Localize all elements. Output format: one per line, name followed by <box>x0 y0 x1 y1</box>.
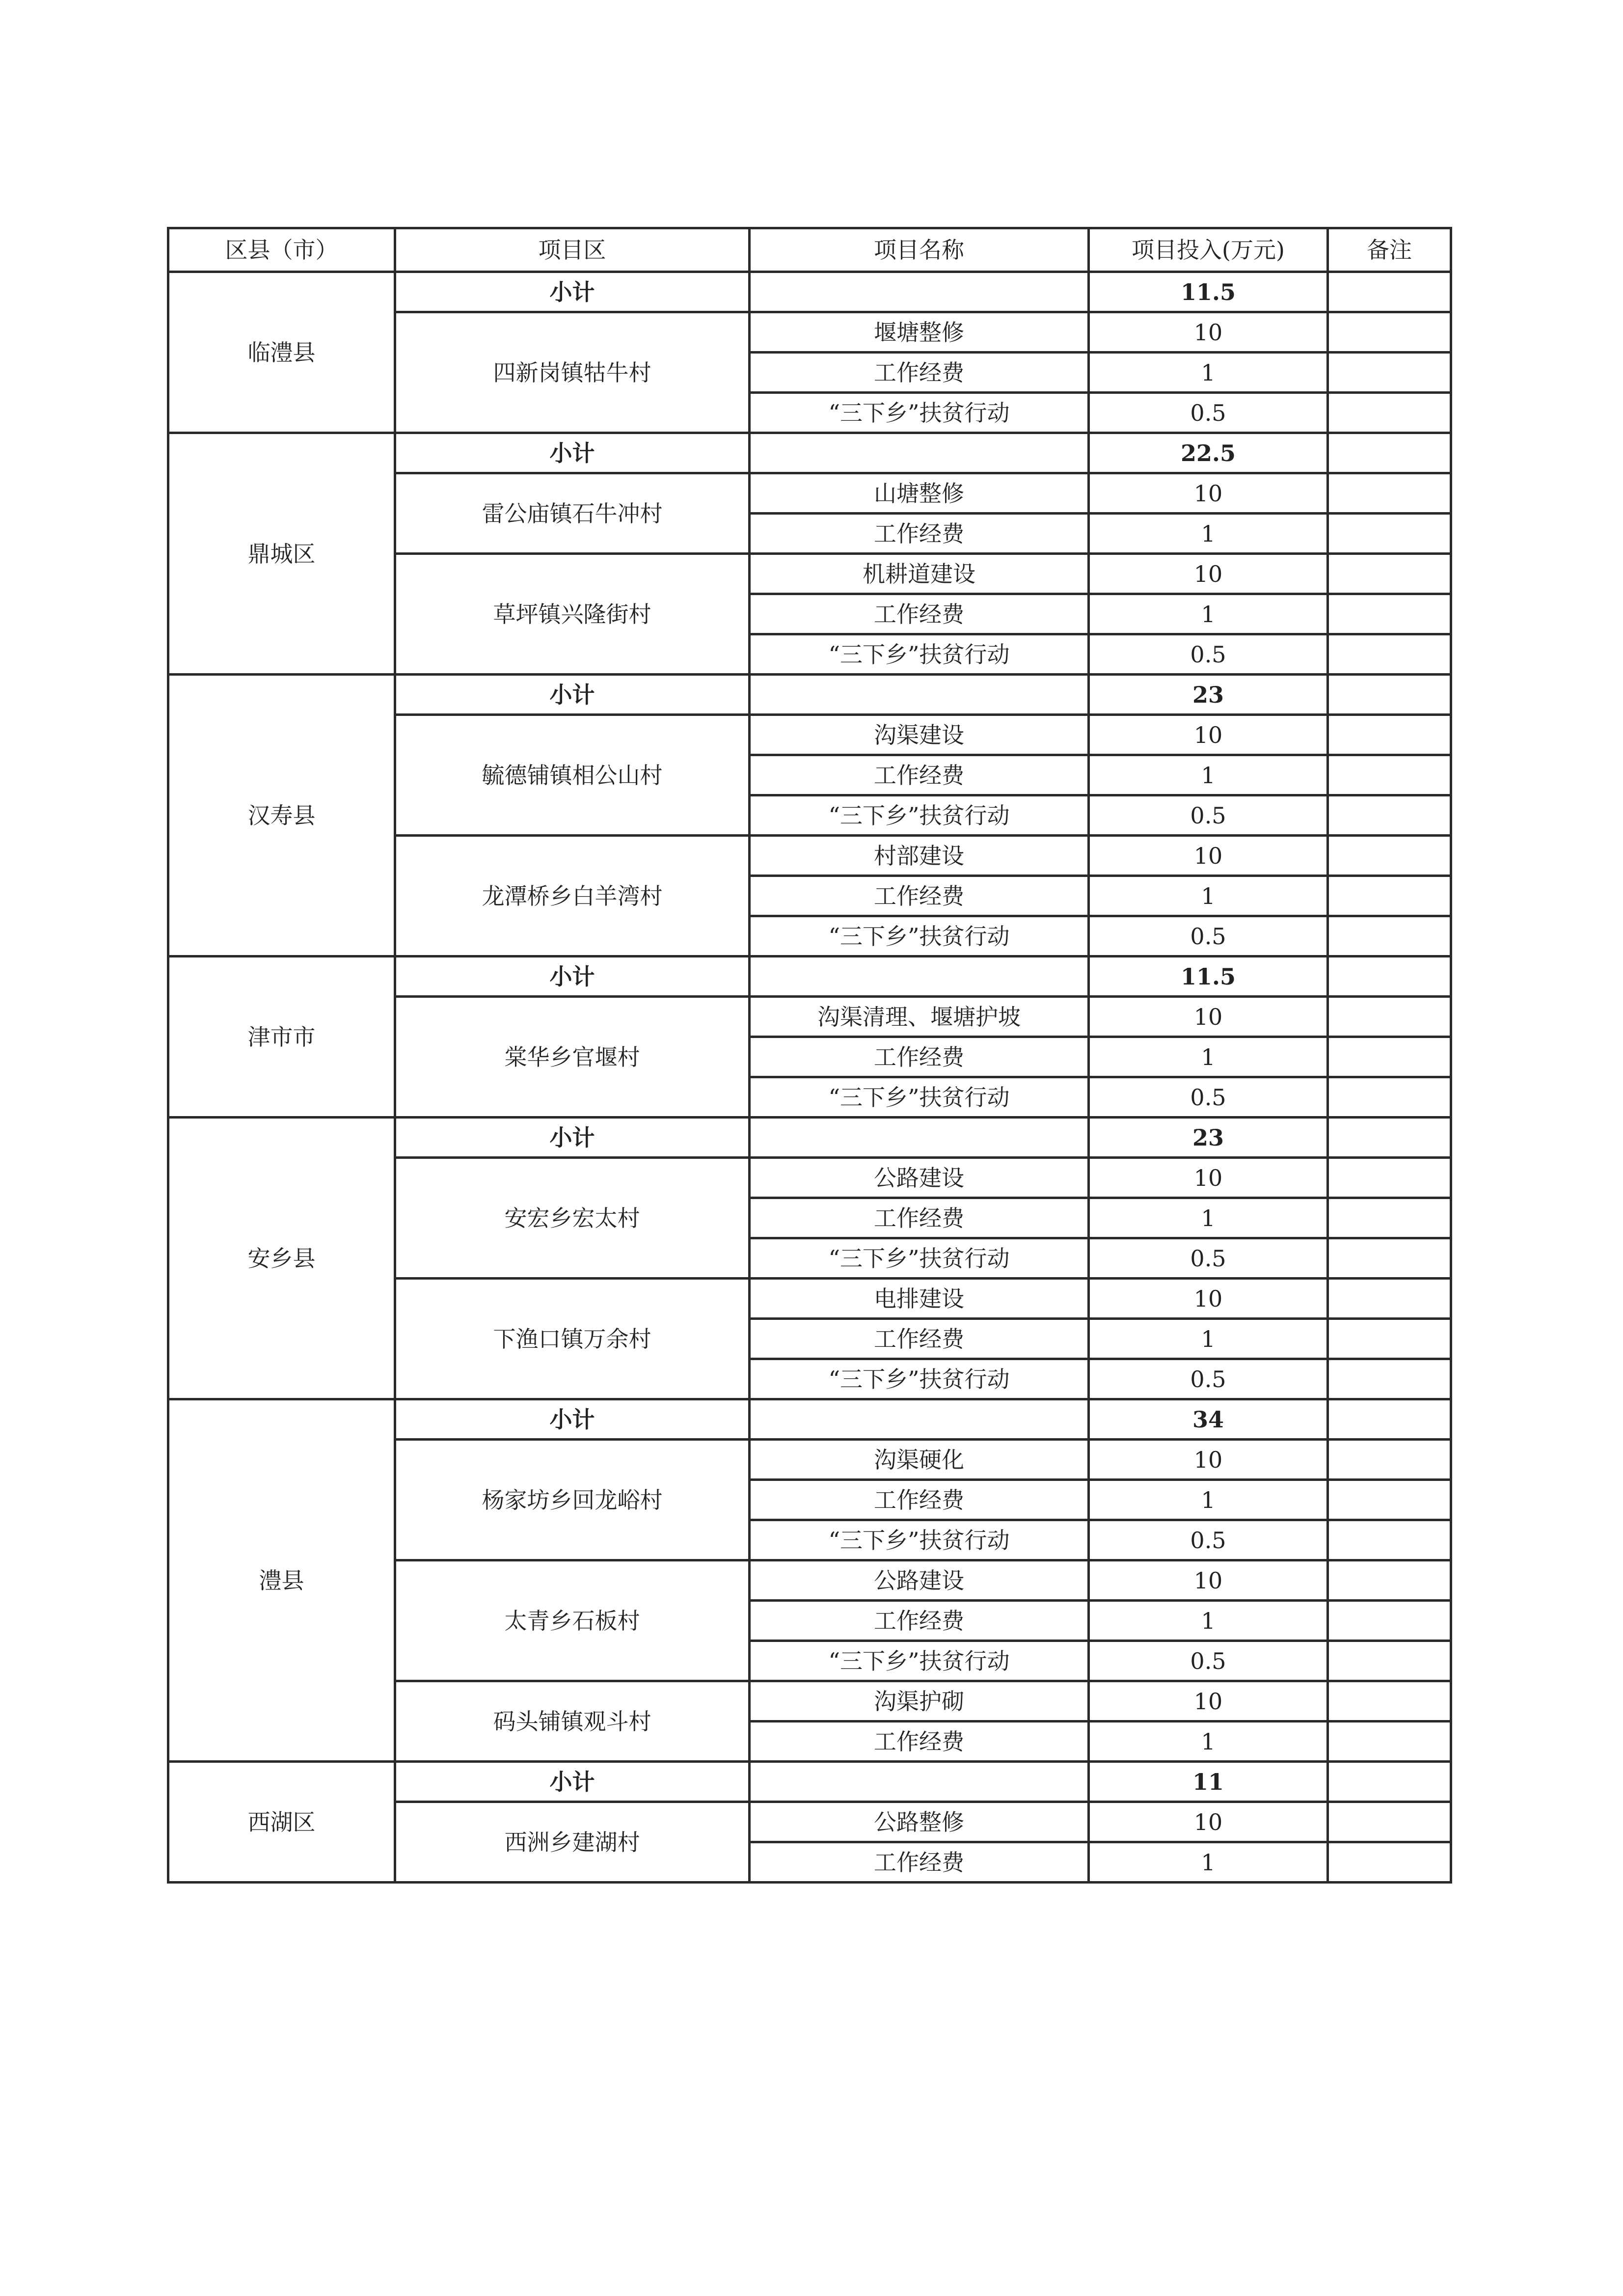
subtotal-name-cell <box>750 1118 1089 1158</box>
project-name-cell: “三下乡”扶贫行动 <box>750 393 1089 433</box>
note-cell <box>1328 1520 1451 1560</box>
funding-table <box>167 227 1452 1884</box>
investment-cell: 0.5 <box>1089 916 1328 957</box>
table-body <box>168 272 1451 1883</box>
project-name-cell: “三下乡”扶贫行动 <box>750 1238 1089 1279</box>
project-name-cell: “三下乡”扶贫行动 <box>750 795 1089 836</box>
note-cell <box>1328 1319 1451 1359</box>
table-header <box>168 228 1451 272</box>
header-notes: 备注 <box>1328 228 1451 272</box>
investment-cell: 1 <box>1089 594 1328 634</box>
project-name-cell: “三下乡”扶贫行动 <box>750 1520 1089 1560</box>
note-cell <box>1328 876 1451 916</box>
investment-cell: 0.5 <box>1089 634 1328 675</box>
note-cell <box>1328 514 1451 554</box>
investment-cell: 0.5 <box>1089 1520 1328 1560</box>
investment-cell: 10 <box>1089 554 1328 594</box>
project-name-cell: 工作经费 <box>750 1319 1089 1359</box>
subtotal-label: 小计 <box>395 1399 750 1440</box>
note-cell <box>1328 1480 1451 1520</box>
investment-cell: 1 <box>1089 1722 1328 1762</box>
investment-cell: 1 <box>1089 1842 1328 1883</box>
subtotal-row <box>168 272 1451 312</box>
subtotal-label: 小计 <box>395 272 750 312</box>
project-name-cell: “三下乡”扶贫行动 <box>750 1359 1089 1399</box>
project-name-cell: 公路建设 <box>750 1560 1089 1601</box>
subtotal-row <box>168 1118 1451 1158</box>
investment-cell: 10 <box>1089 1440 1328 1480</box>
subtotal-value: 23 <box>1089 675 1328 715</box>
note-cell <box>1328 353 1451 393</box>
investment-cell: 1 <box>1089 1319 1328 1359</box>
note-cell <box>1328 1842 1451 1883</box>
investment-cell: 0.5 <box>1089 1359 1328 1399</box>
county-cell: 澧县 <box>168 1399 395 1762</box>
investment-cell: 10 <box>1089 1681 1328 1722</box>
investment-cell: 0.5 <box>1089 393 1328 433</box>
subtotal-label: 小计 <box>395 1118 750 1158</box>
project-name-cell: 公路建设 <box>750 1158 1089 1198</box>
project-area-cell: 太青乡石板村 <box>395 1560 750 1681</box>
note-cell <box>1328 272 1451 312</box>
project-name-cell: 沟渠建设 <box>750 715 1089 755</box>
project-area-cell: 码头铺镇观斗村 <box>395 1681 750 1762</box>
subtotal-row <box>168 433 1451 473</box>
project-name-cell: 工作经费 <box>750 876 1089 916</box>
subtotal-row <box>168 675 1451 715</box>
subtotal-row <box>168 1399 1451 1440</box>
note-cell <box>1328 1802 1451 1842</box>
note-cell <box>1328 675 1451 715</box>
header-investment: 项目投入(万元) <box>1089 228 1328 272</box>
note-cell <box>1328 634 1451 675</box>
project-name-cell: “三下乡”扶贫行动 <box>750 1077 1089 1118</box>
project-name-cell: 公路整修 <box>750 1802 1089 1842</box>
note-cell <box>1328 755 1451 795</box>
note-cell <box>1328 997 1451 1037</box>
investment-cell: 1 <box>1089 1198 1328 1238</box>
note-cell <box>1328 1762 1451 1802</box>
note-cell <box>1328 916 1451 957</box>
subtotal-label: 小计 <box>395 957 750 997</box>
project-name-cell: 工作经费 <box>750 1722 1089 1762</box>
project-name-cell: 工作经费 <box>750 514 1089 554</box>
investment-cell: 0.5 <box>1089 1238 1328 1279</box>
project-name-cell: 工作经费 <box>750 755 1089 795</box>
note-cell <box>1328 1158 1451 1198</box>
note-cell <box>1328 1722 1451 1762</box>
note-cell <box>1328 1440 1451 1480</box>
project-name-cell: 工作经费 <box>750 1480 1089 1520</box>
project-area-cell: 杨家坊乡回龙峪村 <box>395 1440 750 1560</box>
subtotal-value: 11.5 <box>1089 272 1328 312</box>
note-cell <box>1328 1118 1451 1158</box>
investment-cell: 0.5 <box>1089 1641 1328 1681</box>
note-cell <box>1328 1198 1451 1238</box>
investment-cell: 10 <box>1089 715 1328 755</box>
project-area-cell: 龙潭桥乡白羊湾村 <box>395 836 750 957</box>
header-row <box>168 228 1451 272</box>
investment-cell: 1 <box>1089 1037 1328 1077</box>
subtotal-row <box>168 1762 1451 1802</box>
note-cell <box>1328 795 1451 836</box>
subtotal-name-cell <box>750 1399 1089 1440</box>
project-area-cell: 草坪镇兴隆街村 <box>395 554 750 675</box>
note-cell <box>1328 1037 1451 1077</box>
project-name-cell: 电排建设 <box>750 1279 1089 1319</box>
subtotal-name-cell <box>750 433 1089 473</box>
project-area-cell: 雷公庙镇石牛冲村 <box>395 473 750 554</box>
project-area-cell: 毓德铺镇相公山村 <box>395 715 750 836</box>
project-name-cell: 沟渠硬化 <box>750 1440 1089 1480</box>
project-name-cell: “三下乡”扶贫行动 <box>750 1641 1089 1681</box>
project-name-cell: “三下乡”扶贫行动 <box>750 916 1089 957</box>
project-name-cell: 工作经费 <box>750 1037 1089 1077</box>
subtotal-label: 小计 <box>395 433 750 473</box>
county-cell: 安乡县 <box>168 1118 395 1399</box>
project-name-cell: 沟渠清理、堰塘护坡 <box>750 997 1089 1037</box>
project-area-cell: 下渔口镇万余村 <box>395 1279 750 1399</box>
note-cell <box>1328 1399 1451 1440</box>
investment-cell: 10 <box>1089 1560 1328 1601</box>
note-cell <box>1328 312 1451 353</box>
note-cell <box>1328 554 1451 594</box>
subtotal-value: 34 <box>1089 1399 1328 1440</box>
subtotal-value: 23 <box>1089 1118 1328 1158</box>
subtotal-name-cell <box>750 272 1089 312</box>
note-cell <box>1328 1560 1451 1601</box>
note-cell <box>1328 715 1451 755</box>
subtotal-label: 小计 <box>395 675 750 715</box>
note-cell <box>1328 1359 1451 1399</box>
investment-cell: 1 <box>1089 876 1328 916</box>
project-name-cell: 山塘整修 <box>750 473 1089 514</box>
project-name-cell: 工作经费 <box>750 594 1089 634</box>
project-name-cell: 工作经费 <box>750 1842 1089 1883</box>
investment-cell: 1 <box>1089 1601 1328 1641</box>
project-area-cell: 四新岗镇牯牛村 <box>395 312 750 433</box>
county-cell: 汉寿县 <box>168 675 395 957</box>
investment-cell: 10 <box>1089 1158 1328 1198</box>
investment-cell: 10 <box>1089 312 1328 353</box>
investment-cell: 10 <box>1089 1802 1328 1842</box>
note-cell <box>1328 957 1451 997</box>
investment-cell: 10 <box>1089 473 1328 514</box>
note-cell <box>1328 1641 1451 1681</box>
investment-cell: 0.5 <box>1089 795 1328 836</box>
note-cell <box>1328 1279 1451 1319</box>
header-project-name: 项目名称 <box>750 228 1089 272</box>
note-cell <box>1328 1238 1451 1279</box>
subtotal-name-cell <box>750 1762 1089 1802</box>
investment-cell: 10 <box>1089 836 1328 876</box>
project-name-cell: 工作经费 <box>750 353 1089 393</box>
investment-cell: 1 <box>1089 514 1328 554</box>
subtotal-value: 22.5 <box>1089 433 1328 473</box>
county-cell: 西湖区 <box>168 1762 395 1883</box>
note-cell <box>1328 594 1451 634</box>
subtotal-label: 小计 <box>395 1762 750 1802</box>
subtotal-name-cell <box>750 675 1089 715</box>
county-cell: 鼎城区 <box>168 433 395 675</box>
note-cell <box>1328 393 1451 433</box>
project-name-cell: 工作经费 <box>750 1601 1089 1641</box>
subtotal-value: 11 <box>1089 1762 1328 1802</box>
note-cell <box>1328 1077 1451 1118</box>
project-name-cell: 村部建设 <box>750 836 1089 876</box>
project-area-cell: 棠华乡官堰村 <box>395 997 750 1118</box>
project-name-cell: “三下乡”扶贫行动 <box>750 634 1089 675</box>
subtotal-value: 11.5 <box>1089 957 1328 997</box>
project-name-cell: 堰塘整修 <box>750 312 1089 353</box>
investment-cell: 1 <box>1089 353 1328 393</box>
investment-cell: 1 <box>1089 755 1328 795</box>
project-name-cell: 沟渠护砌 <box>750 1681 1089 1722</box>
note-cell <box>1328 473 1451 514</box>
project-name-cell: 机耕道建设 <box>750 554 1089 594</box>
investment-cell: 0.5 <box>1089 1077 1328 1118</box>
project-area-cell: 西洲乡建湖村 <box>395 1802 750 1883</box>
investment-cell: 1 <box>1089 1480 1328 1520</box>
header-project-area: 项目区 <box>395 228 750 272</box>
project-area-cell: 安宏乡宏太村 <box>395 1158 750 1279</box>
note-cell <box>1328 1601 1451 1641</box>
county-cell: 临澧县 <box>168 272 395 433</box>
note-cell <box>1328 433 1451 473</box>
note-cell <box>1328 1681 1451 1722</box>
subtotal-name-cell <box>750 957 1089 997</box>
county-cell: 津市市 <box>168 957 395 1118</box>
note-cell <box>1328 836 1451 876</box>
project-name-cell: 工作经费 <box>750 1198 1089 1238</box>
investment-cell: 10 <box>1089 1279 1328 1319</box>
header-county: 区县（市） <box>168 228 395 272</box>
investment-cell: 10 <box>1089 997 1328 1037</box>
subtotal-row <box>168 957 1451 997</box>
